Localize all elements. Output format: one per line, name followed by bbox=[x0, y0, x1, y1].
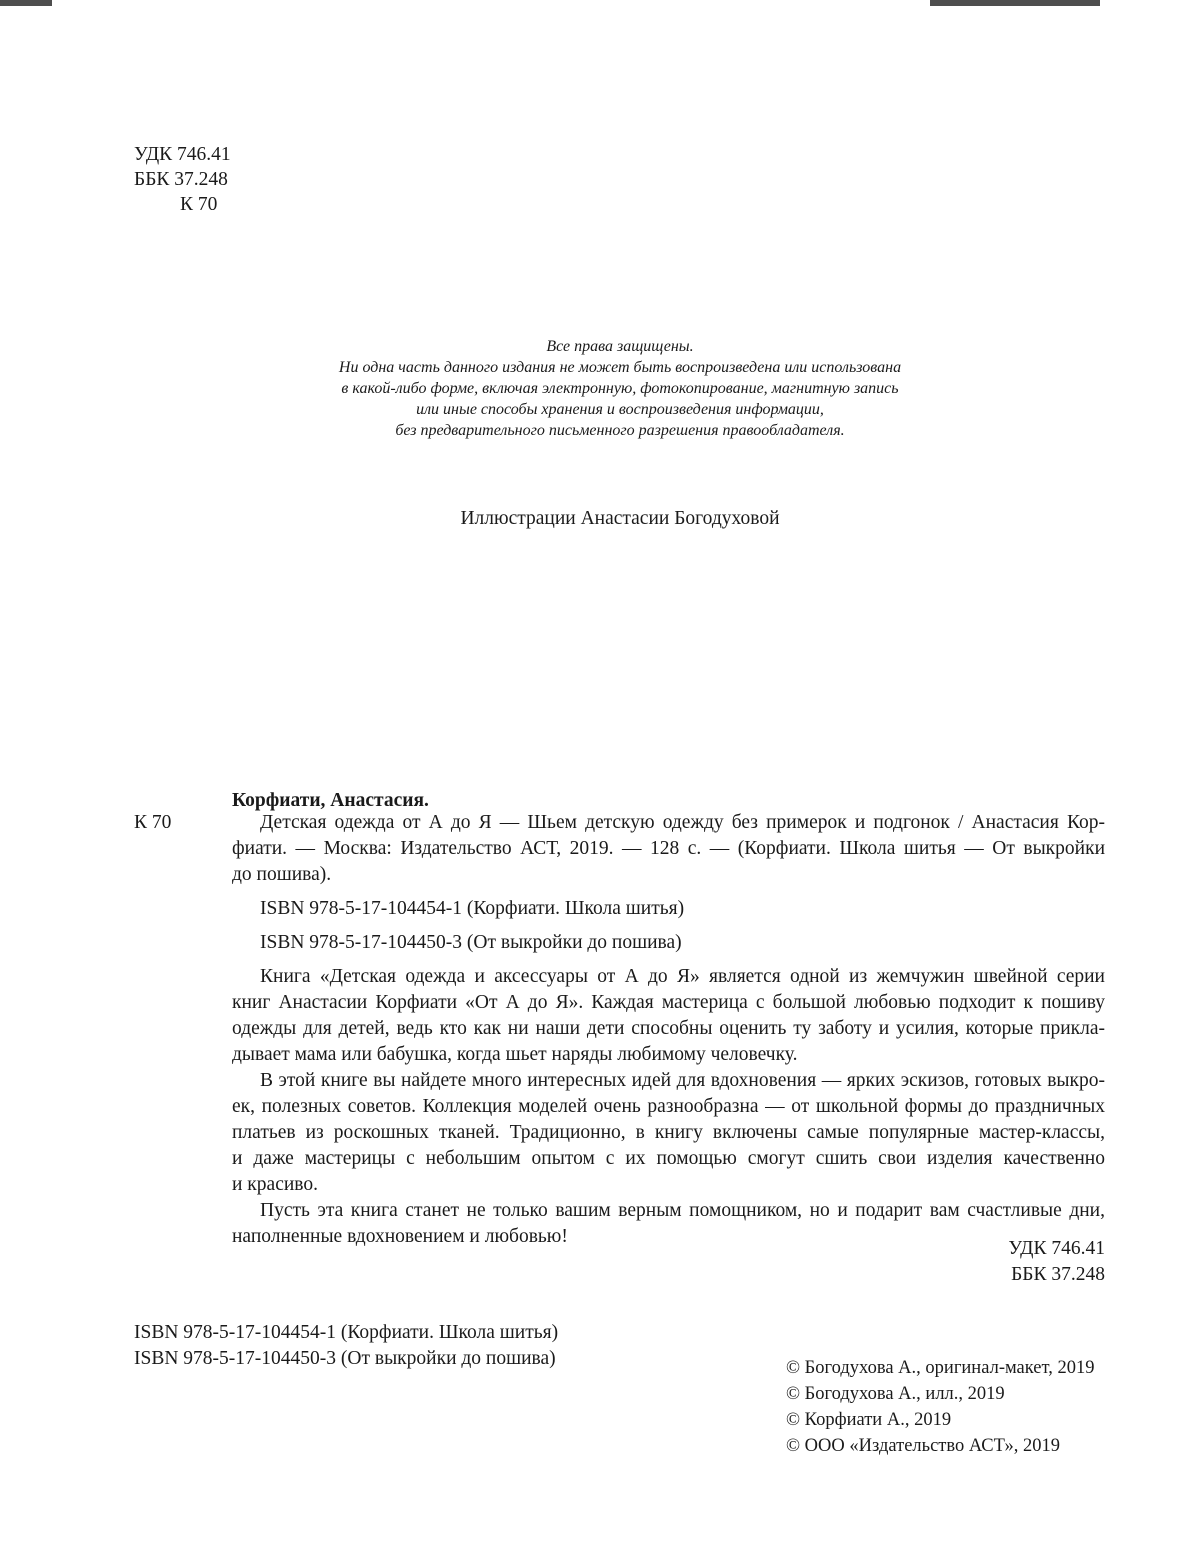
catalog-isbn-2: ISBN 978-5-17-104450-3 (От выкройки до пошива) bbox=[260, 932, 682, 953]
author-heading: Корфиати, Анастасия. bbox=[232, 790, 429, 811]
annotation-line: наполненные вдохновением и любовью! bbox=[232, 1226, 568, 1247]
annotation-line: Пусть эта книга станет не только вашим верным помощником, но и подарит вам счастливые дни, bbox=[260, 1200, 1105, 1221]
annotation-line: книг Анастасии Корфиати «От А до Я». Каждая мастерица с большой любовью подходит к пошиву bbox=[232, 992, 1105, 1013]
title-line: фиати. — Москва: Издательство АСТ, 2019. — 128 с. — (Корфиати. Школа шитья — От выкройки bbox=[232, 838, 1105, 859]
catalog-bbk: ББК 37.248 bbox=[1011, 1264, 1105, 1285]
udk-code: УДК 746.41 bbox=[134, 144, 231, 165]
isbn-line: ISBN 978-5-17-104450-3 (От выкройки до пошива) bbox=[134, 1348, 556, 1369]
top-edge-mark-left bbox=[0, 0, 52, 6]
annotation-line: и даже мастерицы с небольшим опытом с их помощью смогут сшить свои изделия качественно bbox=[232, 1148, 1105, 1169]
rights-line: в какой-либо форме, включая электронную, фотокопирование, магнитную запись bbox=[341, 380, 899, 397]
cutter-code: К 70 bbox=[180, 194, 218, 215]
annotation-line: одежды для детей, ведь кто как ни наши дети способны оценить ту заботу и усилия, которые прикла- bbox=[232, 1018, 1105, 1039]
copyright-line: © Корфиати А., 2019 bbox=[786, 1410, 952, 1430]
top-classification-codes bbox=[134, 142, 231, 217]
annotation-line: и красиво. bbox=[232, 1174, 318, 1195]
annotation-line: ек, полезных советов. Коллекция моделей очень разнообразна — от школьной формы до праздничных bbox=[232, 1096, 1105, 1117]
bibliographic-record bbox=[232, 810, 1105, 1250]
isbn-block bbox=[134, 1320, 558, 1372]
annotation-line: платьев из роскошных тканей. Традиционно, в книгу включены самые популярные мастер-классы, bbox=[232, 1122, 1105, 1143]
copyright-line: © Богодухова А., оригинал-макет, 2019 bbox=[786, 1358, 1095, 1378]
catalog-isbn-1: ISBN 978-5-17-104454-1 (Корфиати. Школа шитья) bbox=[260, 898, 685, 919]
rights-line: Ни одна часть данного издания не может быть воспроизведена или использована bbox=[338, 359, 902, 376]
copyright-block bbox=[786, 1356, 1094, 1460]
copyright-line: © ООО «Издательство АСТ», 2019 bbox=[786, 1436, 1060, 1456]
catalog-cutter-code: К 70 bbox=[134, 812, 172, 833]
top-edge-mark-right bbox=[930, 0, 1100, 6]
catalog-classification-codes bbox=[1008, 1236, 1105, 1288]
rights-notice bbox=[200, 336, 1040, 441]
rights-line: или иные способы хранения и воспроизведения информации, bbox=[416, 401, 824, 418]
annotation-line: Книга «Детская одежда и аксессуары от А до Я» является одной из жемчужин швейной серии bbox=[260, 966, 1105, 987]
annotation-line: дывает мама или бабушка, когда шьет наряды любимому человечку. bbox=[232, 1044, 798, 1065]
catalog-udk: УДК 746.41 bbox=[1008, 1238, 1105, 1259]
title-line: Детская одежда от А до Я — Шьем детскую одежду без примерок и подгонок / Анастасия Кор- bbox=[260, 812, 1105, 833]
illustrations-credit: Иллюстрации Анастасии Богодуховой bbox=[460, 508, 780, 529]
copyright-line: © Богодухова А., илл., 2019 bbox=[786, 1384, 1005, 1404]
annotation-line: В этой книге вы найдете много интересных идей для вдохновения — ярких эскизов, готовых выкро- bbox=[260, 1070, 1105, 1091]
isbn-line: ISBN 978-5-17-104454-1 (Корфиати. Школа шитья) bbox=[134, 1322, 559, 1343]
rights-line: Все права защищены. bbox=[546, 338, 694, 355]
rights-line: без предварительного письменного разрешения правообладателя. bbox=[395, 422, 845, 439]
title-line: до пошива). bbox=[232, 864, 332, 885]
bbk-code: ББК 37.248 bbox=[134, 169, 228, 190]
